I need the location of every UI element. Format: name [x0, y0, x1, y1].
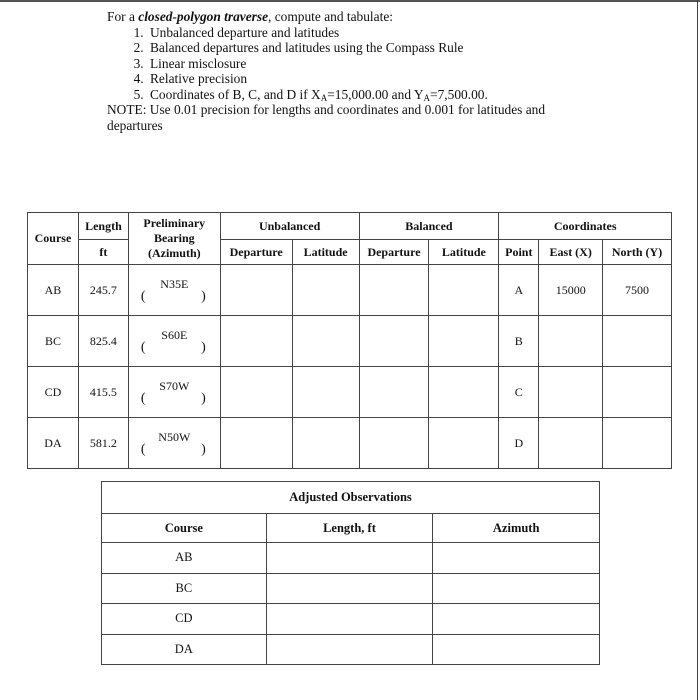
lead-suffix: , compute and tabulate:	[268, 9, 393, 24]
table-row	[28, 418, 672, 469]
bearing-value: N35E	[160, 277, 189, 291]
bearing-value: S60E	[161, 328, 188, 342]
north-cell[interactable]	[603, 316, 672, 367]
bearing-cell[interactable]	[128, 316, 220, 367]
table-row	[102, 604, 600, 635]
point-cell: D	[499, 418, 539, 469]
adjusted-length-cell[interactable]	[266, 634, 433, 665]
adjusted-observations-table	[101, 481, 600, 665]
length-unit-header: ft	[78, 240, 128, 265]
length-header: Length	[78, 213, 128, 240]
length-cell: 581.2	[78, 418, 128, 469]
adjusted-length-cell[interactable]	[266, 543, 433, 574]
east-cell[interactable]	[539, 418, 603, 469]
unbalanced-departure-cell[interactable]	[220, 316, 292, 367]
adjusted-azimuth-header: Azimuth	[433, 514, 600, 543]
adjusted-title-row	[102, 482, 600, 514]
azimuth-paren-open: (	[140, 391, 146, 406]
table-row	[28, 316, 672, 367]
north-header: North (Y)	[603, 240, 672, 265]
north-cell[interactable]: 7500	[603, 265, 672, 316]
balanced-latitude-cell[interactable]	[429, 316, 499, 367]
task5-subscript-x: A	[320, 92, 328, 103]
course-cell: CD	[28, 367, 79, 418]
task5-subscript-y: A	[423, 92, 431, 103]
task5-mid: =15,000.00 and Y	[327, 86, 424, 102]
east-cell[interactable]	[539, 367, 603, 418]
adjusted-header-row	[102, 514, 600, 543]
unbalanced-departure-cell[interactable]	[220, 265, 292, 316]
task-item: 2. Balanced departures and latitudes using the Compass Rule	[147, 40, 577, 56]
balanced-latitude-cell[interactable]	[429, 367, 499, 418]
lead-emphasis: closed-polygon traverse	[138, 9, 269, 24]
unbalanced-departure-cell[interactable]	[220, 367, 292, 418]
azimuth-paren-open: (	[140, 289, 146, 304]
balanced-departure-header: Departure	[359, 240, 429, 265]
table-row	[102, 543, 600, 574]
task5-prefix: Coordinates of B, C, and D if X	[150, 86, 321, 102]
adjusted-azimuth-cell[interactable]	[433, 573, 600, 604]
problem-lead	[107, 9, 577, 25]
page-top-border	[0, 0, 700, 2]
adjusted-course-cell: CD	[102, 604, 267, 635]
east-cell[interactable]: 15000	[539, 265, 603, 316]
course-cell: DA	[28, 418, 79, 469]
lead-prefix: For a	[107, 9, 139, 24]
azimuth-paren-open: (	[140, 340, 146, 355]
balanced-latitude-header: Latitude	[429, 240, 499, 265]
page-right-border	[697, 0, 698, 700]
bearing-cell[interactable]	[128, 265, 220, 316]
task-item	[147, 87, 577, 103]
course-cell: BC	[28, 316, 79, 367]
azimuth-paren-close: )	[201, 391, 206, 406]
task5-suffix: =7,500.00.	[430, 86, 488, 102]
precision-note: NOTE: Use 0.01 precision for lengths and coordinates and 0.001 for latitudes and departures	[107, 102, 546, 133]
unbalanced-departure-header: Departure	[220, 240, 292, 265]
unbalanced-header: Unbalanced	[220, 213, 359, 240]
balanced-departure-cell[interactable]	[359, 418, 429, 469]
balanced-latitude-cell[interactable]	[429, 418, 499, 469]
unbalanced-latitude-cell[interactable]	[292, 418, 359, 469]
point-header: Point	[499, 240, 539, 265]
unbalanced-latitude-cell[interactable]	[292, 265, 359, 316]
unbalanced-latitude-header: Latitude	[292, 240, 359, 265]
azimuth-paren-open: (	[140, 442, 146, 457]
adjusted-length-header: Length, ft	[266, 514, 433, 543]
adjusted-course-header: Course	[102, 514, 267, 543]
adjusted-title: Adjusted Observations	[102, 482, 600, 514]
unbalanced-departure-cell[interactable]	[220, 418, 292, 469]
task-item: 4. Relative precision	[147, 71, 577, 87]
problem-statement	[107, 9, 577, 133]
adjusted-azimuth-cell[interactable]	[433, 634, 600, 665]
table-row	[102, 634, 600, 665]
azimuth-paren-close: )	[201, 340, 206, 355]
adjusted-azimuth-cell[interactable]	[433, 543, 600, 574]
traverse-table	[27, 212, 672, 469]
north-cell[interactable]	[603, 367, 672, 418]
length-cell: 245.7	[78, 265, 128, 316]
table-row	[102, 573, 600, 604]
course-cell: AB	[28, 265, 79, 316]
task-item: 1. Unbalanced departure and latitudes	[147, 25, 577, 41]
task-list	[107, 25, 577, 103]
balanced-latitude-cell[interactable]	[429, 265, 499, 316]
bearing-value: S70W	[159, 379, 190, 393]
adjusted-course-cell: AB	[102, 543, 267, 574]
point-cell: B	[499, 316, 539, 367]
table-row	[28, 265, 672, 316]
balanced-departure-cell[interactable]	[359, 316, 429, 367]
unbalanced-latitude-cell[interactable]	[292, 316, 359, 367]
task-item: 3. Linear misclosure	[147, 56, 577, 72]
table-row	[28, 367, 672, 418]
point-cell: C	[499, 367, 539, 418]
bearing-value: N50W	[158, 430, 191, 444]
adjusted-length-cell[interactable]	[266, 573, 433, 604]
east-header: East (X)	[539, 240, 603, 265]
header-row-2	[28, 240, 672, 265]
balanced-departure-cell[interactable]	[359, 367, 429, 418]
length-cell: 415.5	[78, 367, 128, 418]
course-header: Course	[28, 213, 79, 265]
coordinates-header: Coordinates	[499, 213, 672, 240]
adjusted-length-cell[interactable]	[266, 604, 433, 635]
east-cell[interactable]	[539, 316, 603, 367]
north-cell[interactable]	[603, 418, 672, 469]
adjusted-course-cell: DA	[102, 634, 267, 665]
adjusted-azimuth-cell[interactable]	[433, 604, 600, 635]
adjusted-course-cell: BC	[102, 573, 267, 604]
point-cell: A	[499, 265, 539, 316]
bearing-cell[interactable]	[128, 367, 220, 418]
azimuth-paren-close: )	[201, 442, 206, 457]
length-cell: 825.4	[78, 316, 128, 367]
balanced-header: Balanced	[359, 213, 499, 240]
unbalanced-latitude-cell[interactable]	[292, 367, 359, 418]
bearing-cell[interactable]	[128, 418, 220, 469]
bearing-header: Preliminary Bearing (Azimuth)	[128, 213, 220, 265]
header-row-1	[28, 213, 672, 240]
azimuth-paren-close: )	[201, 289, 206, 304]
balanced-departure-cell[interactable]	[359, 265, 429, 316]
